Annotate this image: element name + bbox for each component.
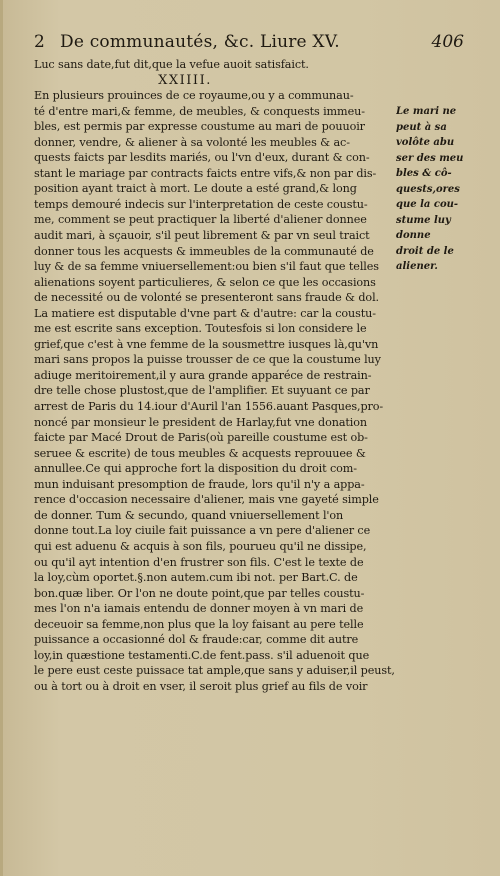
text-line: faicte par Macé Drout de Paris(où pareille coustume est ob-: [34, 431, 368, 445]
text-line: La matiere est disputable d'vne part & d'autre: car la coustu-: [34, 306, 376, 320]
text-line: mes l'on n'a iamais entendu de donner moyen à vn mari de: [34, 602, 364, 616]
text-line: mari sans propos la puisse trousser de ce que la coustume luy: [34, 353, 381, 367]
text-line: audit mari, à sçauoir, s'il peut librement & par vn seul traict: [34, 229, 370, 243]
text-line: té d'entre mari,& femme, de meubles, & conquests immeu-: [34, 104, 365, 118]
text-line: mun induisant presomption de fraude, lors qu'il n'y a appa-: [34, 477, 365, 491]
text-line: grief,que c'est à vne femme de la sousmettre iusques là,qu'vn: [34, 337, 379, 351]
margin-note-line: aliener.: [396, 261, 438, 273]
text-line: me, comment se peut practiquer la liberté d'aliener donnee: [34, 213, 367, 227]
section-heading: XXIIII.: [158, 72, 212, 88]
margin-notes: [396, 104, 482, 275]
margin-note-line: stume luy: [396, 214, 451, 226]
text-line: position ayant traict à mort. Le doute a esté grand,& long: [34, 182, 357, 196]
margin-note-line: peut à sa: [396, 121, 447, 133]
margin-note-line: volôte abu: [396, 137, 455, 149]
text-line: ou qu'il ayt intention d'en frustrer son fils. C'est le texte de: [34, 555, 364, 569]
text-line: noncé par monsieur le president de Harlay,fut vne donation: [34, 415, 368, 429]
text-line: puissance a occasionné dol & fraude:car, comme dit autre: [34, 633, 359, 647]
binding-gutter: [0, 0, 3, 876]
margin-note-line: quests,ores: [396, 183, 460, 195]
text-line: dre telle chose plustost,que de l'amplifier. Et suyuant ce par: [34, 384, 370, 398]
text-line: de donner. Tum & secundo, quand vniuersellement l'on: [34, 508, 344, 522]
text-line: quests faicts par lesdits mariés, ou l'vn d'eux, durant & con-: [34, 151, 370, 165]
text-line: temps demouré indecis sur l'interpretation de ceste coustu-: [34, 197, 368, 211]
text-line: arrest de Paris du 14.iour d'Auril l'an 1556.auant Pasques,pro-: [34, 400, 384, 414]
margin-note-line: Le mari ne: [396, 106, 457, 117]
text-line: annullee.Ce qui approche fort la disposition du droit com-: [34, 462, 357, 476]
text-line: la loy,cùm oportet.§.non autem.cum ibi not. per Bart.C. de: [34, 571, 358, 585]
text-line: Luc sans date,fut dit,que la vefue auoit satisfaict.: [34, 58, 309, 71]
margin-note-line: ser des meu: [396, 152, 464, 164]
text-line: le pere eust ceste puissace tat ample,que sans y aduiser,il peust,: [34, 664, 395, 678]
text-line: alienations soyent particulieres, & selon ce que les occasions: [34, 275, 376, 289]
text-line: En plusieurs prouinces de ce royaume,ou y a communau-: [34, 89, 354, 103]
page-number: 406: [431, 32, 464, 52]
margin-note-line: donne: [396, 230, 431, 242]
text-line: adiuge meritoirement,il y aura grande apparéce de restrain-: [34, 368, 372, 382]
text-line: seruee & escrite) de tous meubles & acquests reprouuee &: [34, 446, 366, 460]
text-line: luy & de sa femme vniuersellement:ou bien s'il faut que telles: [34, 260, 379, 274]
text-line: de necessité ou de volonté se presenteront sans fraude & dol.: [34, 291, 380, 305]
text-line: rence d'occasion necessaire d'aliener, mais vne gayeté simple: [34, 493, 379, 507]
section-number: 2: [34, 32, 45, 52]
text-line: deceuoir sa femme,non plus que la loy faisant au pere telle: [34, 617, 364, 631]
text-line: bon.quæ liber. Or l'on ne doute point,que par telles coustu-: [34, 586, 365, 600]
text-line: donner tous les acquests & immeubles de la communauté de: [34, 244, 374, 258]
running-header: [34, 28, 464, 56]
margin-note-line: bles & cô-: [396, 168, 452, 180]
text-line: bles, est permis par expresse coustume au mari de pouuoir: [34, 120, 365, 134]
text-line: qui est aduenu & acquis à son fils, pourueu qu'il ne dissipe,: [34, 539, 367, 553]
text-line: stant le mariage par contracts faicts entre vifs,& non par dis-: [34, 166, 377, 180]
text-line: loy,in quæstione testamenti.C.de fent.pass. s'il aduenoit que: [34, 648, 370, 662]
text-line: me est escrite sans exception. Toutesfois si lon considere le: [34, 322, 367, 336]
text-line: donne tout.La loy ciuile fait puissance a vn pere d'aliener ce: [34, 524, 371, 538]
body-text: [34, 57, 396, 694]
text-line: ou à tort ou à droit en vser, il seroit plus grief au fils de voir: [34, 679, 368, 693]
margin-note-line: que la cou-: [396, 199, 459, 211]
margin-note-line: droit de le: [396, 245, 454, 257]
running-title: De communautés, &c. Liure XV.: [60, 32, 340, 52]
text-line: donner, vendre, & aliener à sa volonté les meubles & ac-: [34, 135, 350, 149]
